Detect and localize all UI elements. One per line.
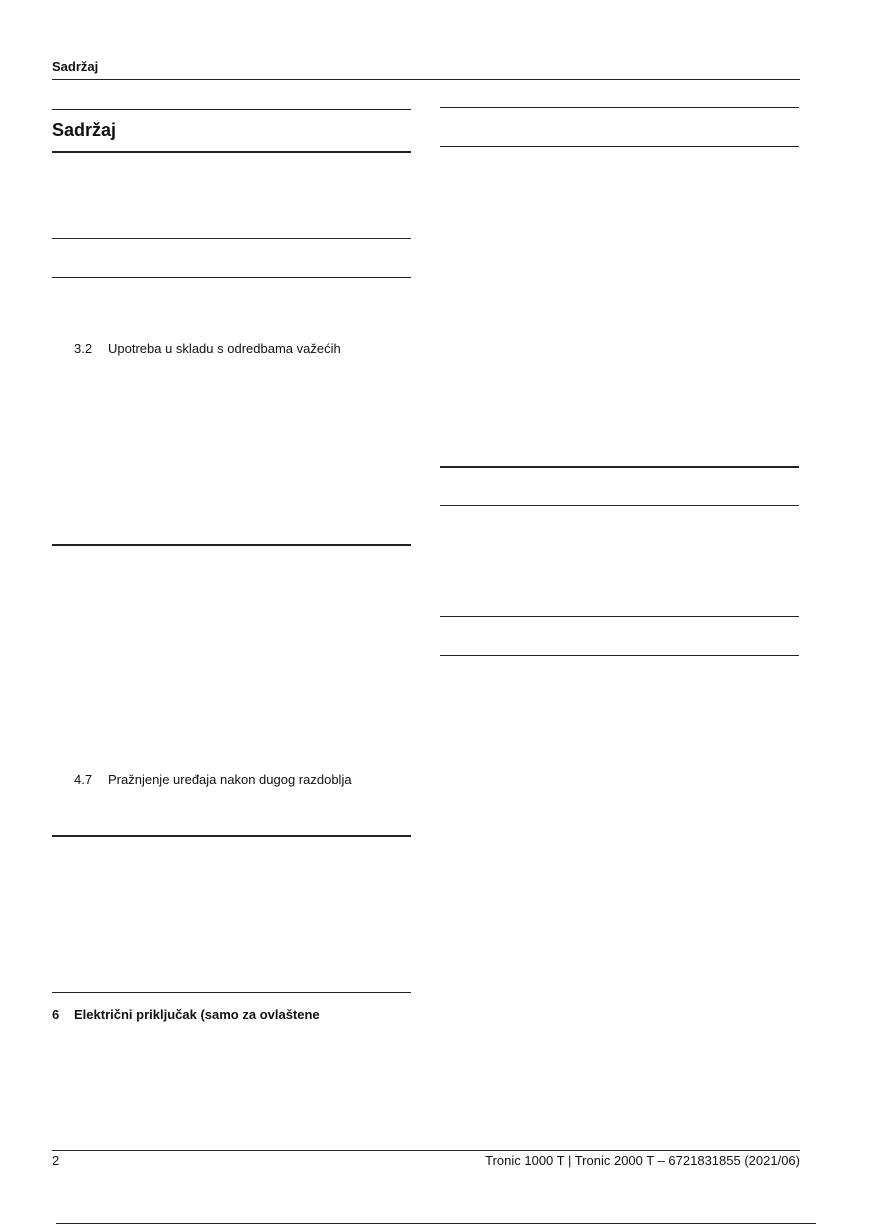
toc-number: 3.2: [74, 341, 93, 356]
toc-entry-4-7-line1[interactable]: [52, 771, 411, 788]
footer-divider: [52, 1150, 800, 1151]
divider: [440, 107, 799, 108]
toc-number: 4.7: [74, 772, 93, 787]
footer-page-number: 2: [52, 1153, 60, 1168]
divider: [440, 146, 799, 147]
toc-entry-3-2-line1[interactable]: [52, 340, 411, 357]
divider: [440, 655, 799, 656]
divider: [52, 109, 411, 110]
divider: [52, 544, 411, 546]
toc-label: Električni priključak (samo za ovlaštene: [74, 1007, 320, 1022]
toc-number: 6: [52, 1007, 60, 1022]
header-divider: [52, 79, 800, 80]
toc-entry-6-line1[interactable]: [52, 1006, 411, 1023]
toc-label: Pražnjenje uređaja nakon dugog razdoblja: [108, 772, 352, 787]
divider: [440, 466, 799, 468]
divider: [440, 505, 799, 506]
divider: [52, 277, 411, 278]
divider: [52, 238, 411, 239]
bottom-edge-line: [56, 1223, 816, 1224]
toc-title: Sadržaj: [52, 120, 117, 140]
page-header-title: Sadržaj: [52, 59, 99, 74]
divider: [52, 151, 411, 153]
divider: [52, 835, 411, 837]
divider: [52, 992, 411, 993]
toc-label: Upotreba u skladu s odredbama važećih: [108, 341, 341, 356]
divider: [440, 616, 799, 617]
footer-document-id: Tronic 1000 T | Tronic 2000 T – 6721831855 (2021/06): [485, 1153, 800, 1168]
